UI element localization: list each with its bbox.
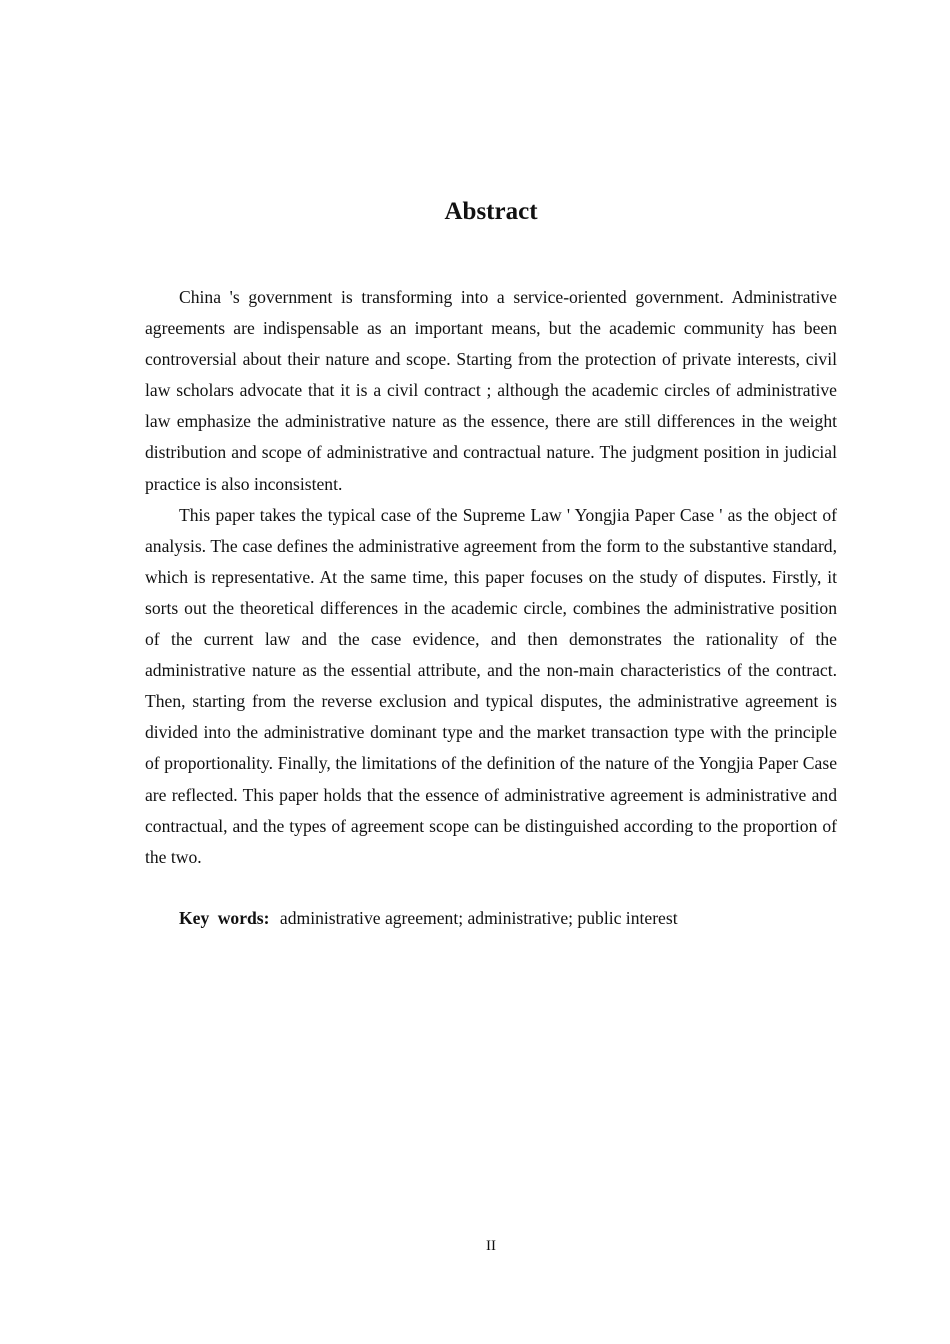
abstract-paragraph-2: This paper takes the typical case of the Supreme Law ' Yongjia Paper Case ' as the object of analysis. The case defines the administrative agreement from the form to the substantive standard, which is representative. At the same time, this paper focuses on the study of disputes. Firstly, it sorts out the theoretical differences in the academic circle, combines the administrative position of the current law and the case evidence, and then demonstrates the rationality of the administrative nature as the essential attribute, and the non-main characteristics of the contract. Then, starting from the reverse exclusion and typical disputes, the administrative agreement is divided into the administrative dominant type and the market transaction type with the principle of proportionality. Finally, the limitations of the definition of the nature of the Yongjia Paper Case are reflected. This paper holds that the essence of administrative agreement is administrative and contractual, and the types of agreement scope can be distinguished according to the proportion of the two.: [145, 504, 837, 867]
keywords-label: Key words:: [179, 908, 270, 928]
page-number: II: [486, 1238, 496, 1254]
keywords-text: administrative agreement; administrative; public interest: [279, 908, 678, 928]
keywords-line: [179, 903, 678, 934]
page-title: Abstract: [444, 198, 538, 225]
abstract-paragraph-1: China 's government is transforming into a service-oriented government. Administrative agreements are indispensable as an important means, but the academic community has been controversial about their nature and scope. Starting from the protection of private interests, civil law scholars advocate that it is a civil contract ; although the academic circles of administrative law emphasize the administrative nature as the essence, there are still differences in the weight distribution and scope of administrative and contractual nature. The judgment position in judicial practice is also inconsistent.: [145, 287, 837, 494]
abstract-body: [145, 282, 837, 873]
